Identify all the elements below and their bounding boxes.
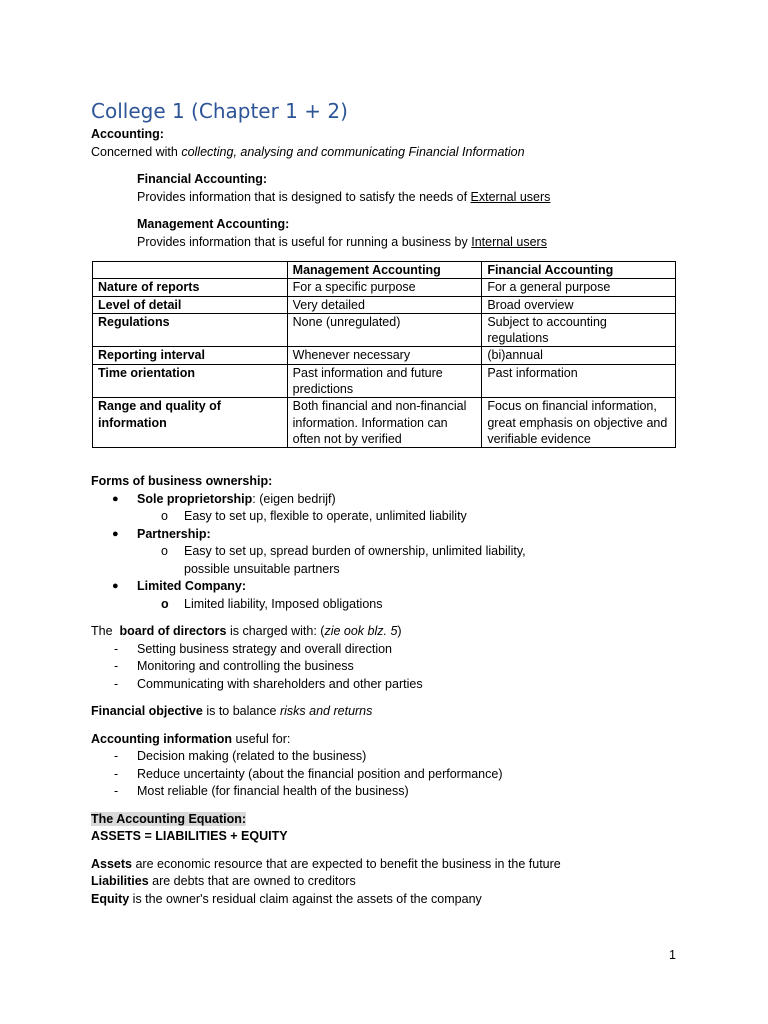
comparison-table — [92, 261, 676, 448]
financial-objective: Financial objective is to balance risks and returns — [91, 704, 373, 719]
bullet-icon: ● — [112, 527, 119, 540]
accounting-description: Concerned with collecting, analysing and communicating Financial Information — [91, 144, 525, 159]
equation-heading: The Accounting Equation: — [91, 811, 247, 826]
table-cell: Very detailed — [287, 296, 482, 313]
definition-equity: Equity is the owner's residual claim against the assets of the company — [91, 891, 482, 906]
table-cell: Time orientation — [93, 364, 288, 398]
list-item: - Setting business strategy and overall direction — [114, 641, 393, 656]
table-cell: Broad overview — [482, 296, 676, 313]
accounting-heading: Accounting: — [91, 127, 164, 141]
page-title: College 1 (Chapter 1 + 2) — [91, 99, 348, 123]
board-paragraph: The board of directors is charged with: (zie ook blz. 5) — [91, 624, 402, 639]
list-item: ● Sole proprietorship: (eigen bedrijf) o Easy to set up, flexible to operate, unlimited liability — [91, 491, 681, 526]
management-accounting-heading: Management Accounting: — [137, 217, 290, 231]
table-header-cell — [93, 262, 288, 279]
bullet-icon: ● — [112, 492, 119, 505]
bullet-icon: ● — [112, 580, 119, 593]
table-cell: Reporting interval — [93, 347, 288, 364]
table-cell: None (unregulated) — [287, 313, 482, 347]
table-cell: For a general purpose — [482, 279, 676, 296]
table-cell: Range and quality of information — [93, 398, 288, 448]
financial-accounting-heading: Financial Accounting: — [137, 172, 268, 186]
list-item: - Most reliable (for financial health of the business) — [114, 784, 409, 799]
table-row — [93, 313, 676, 347]
list-item: ● Partnership: o Easy to set up, spread burden of ownership, unlimited liability, possible unsuitable partners — [91, 526, 681, 579]
list-item: - Decision making (related to the business) — [114, 749, 367, 764]
table-cell: For a specific purpose — [287, 279, 482, 296]
table-header-cell: Management Accounting — [287, 262, 482, 279]
table-row — [93, 364, 676, 398]
table-cell: (bi)annual — [482, 347, 676, 364]
table-row — [93, 398, 676, 448]
definition-liabilities: Liabilities are debts that are owned to creditors — [91, 874, 356, 889]
table-cell: Both financial and non-financial information. Information can often not by verified — [287, 398, 482, 448]
document-page — [91, 98, 681, 908]
forms-heading: Forms of business ownership: — [91, 474, 273, 489]
page-number: 1 — [669, 948, 676, 962]
list-item: ● Limited Company: o Limited liability, Imposed obligations — [91, 578, 681, 613]
table-cell: Nature of reports — [93, 279, 288, 296]
table-cell: Past information — [482, 364, 676, 398]
table-cell: Focus on financial information, great emphasis on objective and verifiable evidence — [482, 398, 676, 448]
table-cell: Whenever necessary — [287, 347, 482, 364]
circle-bullet-icon: o — [161, 596, 169, 611]
accounting-info-paragraph: Accounting information useful for: — [91, 731, 291, 746]
sub-list-item: o Easy to set up, spread burden of ownership, unlimited liability, possible unsuitable partners — [161, 544, 526, 576]
accounting-info-list — [91, 748, 681, 801]
table-row — [93, 279, 676, 296]
list-item: - Reduce uncertainty (about the financial position and performance) — [114, 766, 503, 781]
table-cell: Past information and future predictions — [287, 364, 482, 398]
forms-list — [91, 491, 681, 614]
management-accounting-description: Provides information that is useful for running a business by Internal users — [137, 234, 547, 249]
financial-accounting-description: Provides information that is designed to satisfy the needs of External users — [137, 189, 551, 204]
table-row — [93, 347, 676, 364]
circle-bullet-icon: o — [161, 509, 168, 524]
table-row — [93, 296, 676, 313]
circle-bullet-icon: o — [161, 544, 168, 559]
list-item: - Communicating with shareholders and other parties — [114, 676, 423, 691]
board-list — [91, 641, 681, 694]
table-cell: Regulations — [93, 313, 288, 347]
table-header-row — [93, 262, 676, 279]
sub-list-item: o Easy to set up, flexible to operate, unlimited liability — [91, 508, 681, 526]
equation-formula: ASSETS = LIABILITIES + EQUITY — [91, 829, 288, 844]
sub-list-item: o Limited liability, Imposed obligations — [91, 596, 681, 614]
table-header-cell: Financial Accounting — [482, 262, 676, 279]
table-cell: Level of detail — [93, 296, 288, 313]
table-cell: Subject to accounting regulations — [482, 313, 676, 347]
definition-assets: Assets are economic resource that are expected to benefit the business in the future — [91, 856, 561, 871]
list-item: - Monitoring and controlling the business — [114, 659, 354, 674]
